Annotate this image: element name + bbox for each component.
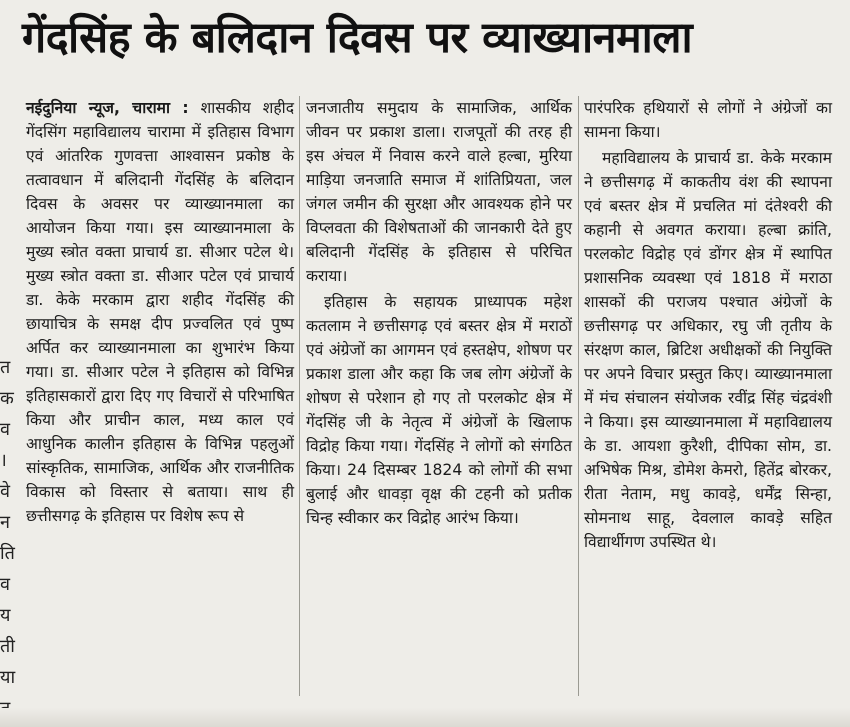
column-divider xyxy=(299,96,300,696)
edge-fragment: व xyxy=(0,574,11,595)
paragraph: इतिहास के सहायक प्राध्यापक महेश कतलाम ने छत्तीसगढ़ एवं बस्तर क्षेत्र में मराठों एवं अंग्रेजों का आगमन एवं हस्तक्षेप, शोषण पर प्रकाश डाला और कहा कि जब लोग अंग्रेजों के शोषण से परेशान हो गए तो परलकोट क्षेत्र में गेंदसिंह जी के नेतृत्व में अंग्रेजों के खिलाफ विद्रोह किया गया। गेंदसिंह ने लोगों को संगठित किया। 24 दिसम्बर 1824 को लोगों की सभा बुलाई और धावड़ा वृक्ष की टहनी को प्रतीक चिन्ह स्वीकार कर विद्रोह आरंभ किया। xyxy=(306,293,572,527)
dateline: नईदुनिया न्यूज, चारामा : xyxy=(26,99,189,117)
paragraph: महाविद्यालय के प्राचार्य डा. केके मरकाम ने छत्तीसगढ़ में काकतीय वंश की स्थापना एवं बस्तर क्षेत्र में प्रचलित मां दंतेश्वरी की कहानी से अवगत कराया। हल्बा क्रांति, परलकोट विद्रोह एवं डोंगर क्षेत्र में स्थापित प्रशासनिक व्यवस्था एवं 1818 में मराठा शासकों की पराजय पश्चात अंग्रेजों के छत्तीसगढ़ पर अधिकार, रघु जी तृतीय के संरक्षण काल, ब्रिटिश अधीक्षकों की नियुक्ति पर अपने विचार प्रस्तुत किए। व्याख्यानमाला में मंच संचालन संयोजक रवींद्र सिंह चंद्रवंशी ने किया। इस व्याख्यानमाला में महाविद्यालय के डा. आयशा कुरैशी, दीपिका सोम, डा. अभिषेक मिश्र, डोमेश केमरो, हितेंद्र बोरकर, रीता नेताम, मधु कावड़े, धर्मेंद्र सिन्हा, सोमनाथ साहू, देवलाल कावड़े सहित विद्यार्थीगण उपस्थित थे। xyxy=(584,149,832,551)
edge-fragment: ति xyxy=(0,543,15,564)
column-divider xyxy=(578,96,579,696)
article-column-3 xyxy=(584,96,832,708)
edge-fragment: न xyxy=(0,512,10,533)
edge-fragment: त xyxy=(0,357,11,378)
paragraph: पारंपरिक हथियारों से लोगों ने अंग्रेजों का सामना किया। xyxy=(584,99,832,141)
paragraph: जनजातीय समुदाय के सामाजिक, आर्थिक जीवन पर प्रकाश डाला। राजपूतों की तरह ही इस अंचल में निवास करने वाले हल्बा, मुरिया माड़िया जनजाति समाज में शांतिप्रियता, जल जंगल जमीन की सुरक्षा और आवश्यक होने पर विप्लवता की विशेषताओं की जानकारी देते हुए बलिदानी गेंदसिंह के इतिहास से परिचित कराया। xyxy=(306,99,572,285)
edge-fragment: ती xyxy=(0,636,15,657)
edge-fragment: वे xyxy=(0,481,11,502)
edge-fragment: व xyxy=(0,419,11,440)
edge-fragment: य xyxy=(0,605,11,626)
edge-fragment: । xyxy=(0,450,7,471)
adjacent-article-edge xyxy=(0,352,16,692)
headline: गेंदसिंह के बलिदान दिवस पर व्याख्यानमाला xyxy=(22,13,693,63)
edge-fragment: या xyxy=(0,667,16,688)
article-column-1 xyxy=(26,96,294,708)
article-column-2 xyxy=(306,96,572,708)
paragraph xyxy=(26,96,294,528)
page-bottom-edge xyxy=(0,708,850,727)
paragraph-text: शासकीय शहीद गेंदसिंग महाविद्यालय चारामा में इतिहास विभाग एवं आंतरिक गुणवत्ता आश्वासन प्रकोष्ठ के तत्वावधान में बलिदानी गेंदसिंह के बलिदान दिवस के अवसर पर व्याख्यानमाला का आयोजन किया गया। इस व्याख्यानमाला के मुख्य स्त्रोत वक्ता प्राचार्य डा. सीआर पटेल थे। मुख्य स्त्रोत वक्ता डा. सीआर पटेल एवं प्राचार्य डा. केके मरकाम द्वारा शहीद गेंदसिंह की छायाचित्र के समक्ष दीप प्रज्वलित एवं पुष्प अर्पित कर व्याख्यानमाला का शुभारंभ किया गया। डा. सीआर पटेल ने इतिहास को विभिन्न इतिहासकारों द्वारा दिए गए विचारों से परिभाषित किया और प्राचीन काल, मध्य काल एवं आधुनिक कालीन इतिहास के विभिन्न पहलुओं सांस्कृतिक, सामाजिक, आर्थिक और राजनीतिक विकास को विस्तार से बताया। साथ ही छत्तीसगढ़ के इतिहास पर विशेष रूप से xyxy=(26,99,294,525)
edge-fragment: क xyxy=(0,388,14,409)
